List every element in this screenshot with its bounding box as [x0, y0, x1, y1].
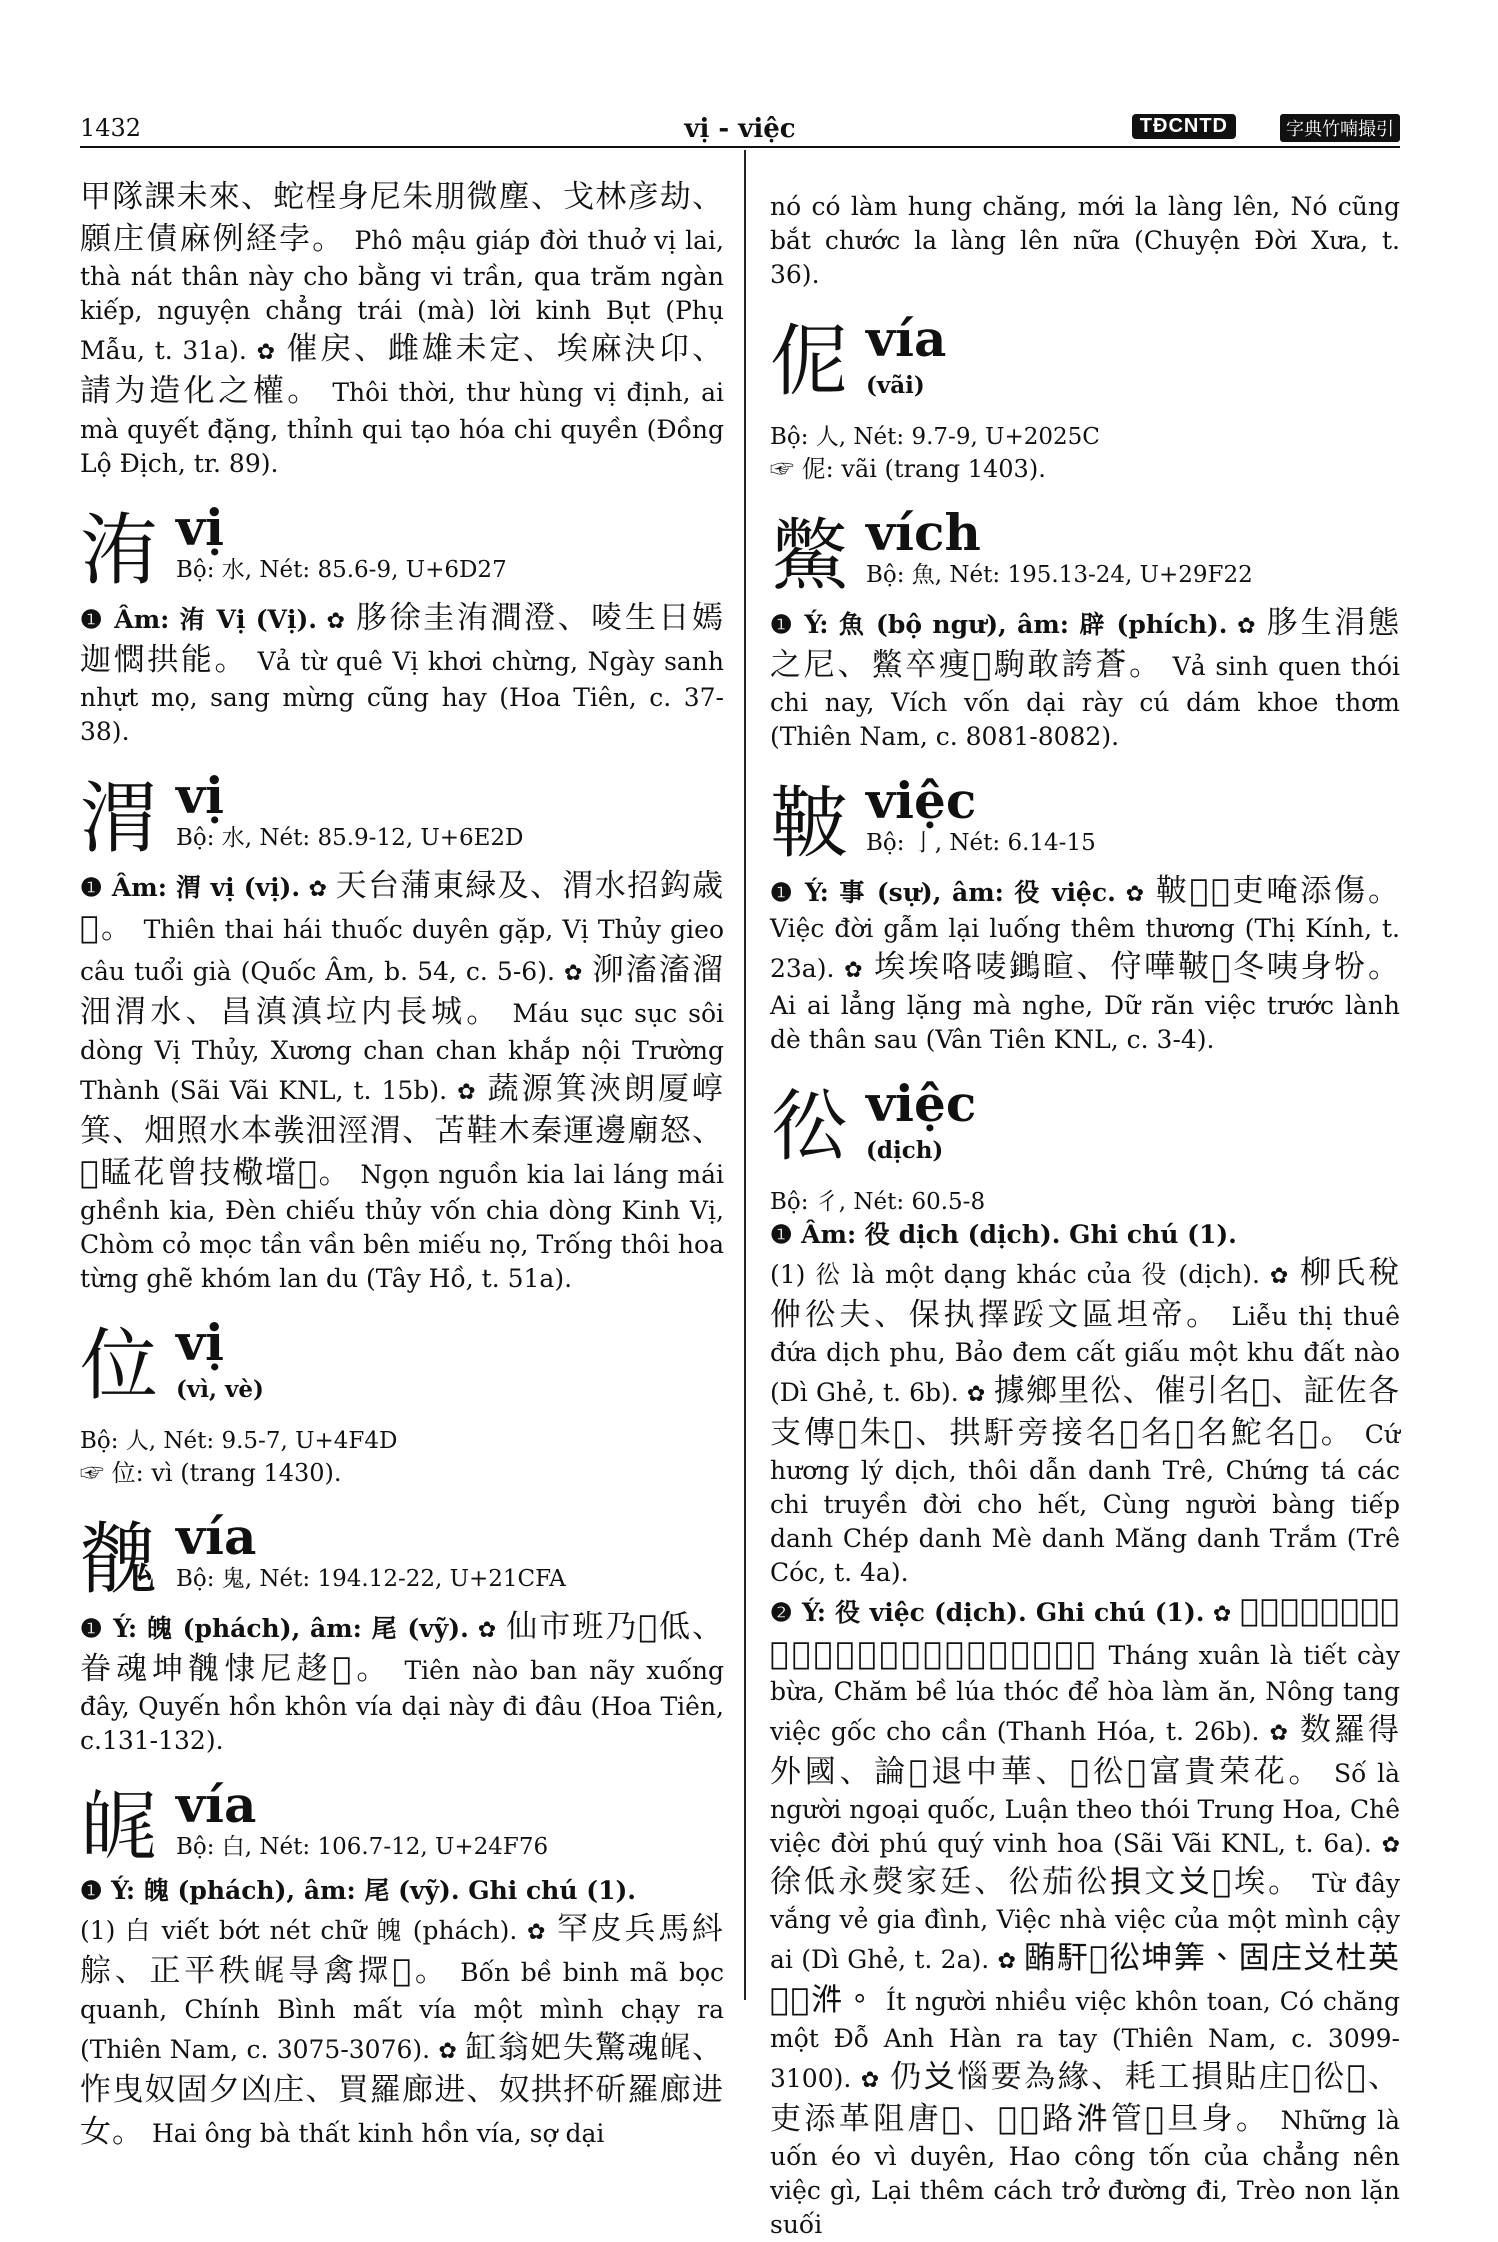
entry-viec-1 [770, 771, 1401, 1056]
headword-lemma: việc [866, 771, 977, 831]
flower-icon: ✿ [1125, 882, 1146, 908]
headword-char: 彸 [770, 1081, 849, 1172]
column-divider [744, 150, 746, 2000]
headword-lemma: vị [176, 1313, 225, 1373]
right-column [770, 190, 1400, 2242]
alt-reading: (dịch) [866, 1136, 944, 1164]
nom-quote: 仍𠬠惱要為緣、耗工損貼庄𢧚彸𢀭、吏添革阻唐𢀨、𨆢𡽫路𣴓管𢀭旦身。 [770, 2058, 1400, 2137]
headword-lemma: vía [176, 1775, 257, 1835]
flower-icon: ✿ [966, 1382, 986, 1408]
translation: Thôi thời, thư hùng vị định, ai mà quyết đặng, thỉnh qui tạo hóa chi quyền (Đồng Lộ Địch, tr. 89). [80, 378, 724, 478]
headword-lemma: vị [176, 497, 225, 557]
note: (1) 白 viết bớt nét chữ 魄 (phách). [80, 1916, 518, 1946]
note: (1) 彸 là một dạng khác của 役 (dịch). [770, 1259, 1260, 1289]
translation: Thiên thai hái thuốc duyên gặp, Vị Thủy gieo câu tuổi già (Quốc Âm, b. 54, c. 5-6). [80, 915, 724, 987]
nom-quote: 天台蒲東緑及、渭水招鈎歳𦁂。 [80, 867, 724, 947]
translation: Số là người ngoại quốc, Luận theo thói Trung Hoa, Chê việc đời phú quý vinh hoa (Sãi Vãi KNL, t. 6a). [770, 1758, 1400, 1859]
nom-quote: 缸翁妑失驚魂𤽶、怍曳奴固夕凶庄、買羅廊进、奴拱抔斫羅廊进女。 [80, 2029, 725, 2150]
nom-quote: 罕皮兵馬紏䑸、正平秩𤽶㝵禽𢶢𤴬。 [80, 1911, 724, 1990]
nom-quote: 䏧徐圭洧澗澄、㖫生日嫣迦㦖拱能。 [80, 599, 725, 678]
headword-char: 鱉 [770, 510, 849, 601]
flower-icon: ✿ [438, 2038, 458, 2064]
translation: Bốn bề binh mã bọc quanh, Chính Bình mất vía một mình chạy ra (Thiên Nam, c. 3075-3076). [80, 1958, 725, 2064]
headword-char: 洧 [80, 505, 159, 596]
translation: Máu sục sục sôi dòng Vị Thủy, Xương chan chan khắp nội Trường Thành (Sãi Vãi KNL, t. 15b). [80, 999, 725, 1105]
entry-vi-3 [80, 1313, 724, 1490]
translation: Phô mậu giáp đời thuở vị lai, thà nát thân này cho bằng vi trần, qua trăm ngàn kiếp, nguyện chẳng trái (mà) lời kinh Bụt (Phụ Mẫu, t. 31a). [80, 226, 725, 366]
translation: Hai ông bà thất kinh hồn vía, sợ dại [151, 2118, 605, 2148]
entry-viec-2 [770, 1073, 1401, 2242]
translation: Cứ hương lý dịch, thôi dẫn danh Trê, Chứng tá các chi truyền đời cho hết, Cùng người bàng tiếp danh Chép danh Mè danh Măng danh Trắm (Trê Cóc, t. 4a). [770, 1420, 1401, 1588]
sense: ❶ Ý: 魚 (bộ ngư), âm: 辟 (phích). [770, 609, 1228, 639]
nom-quote: 𣎏馯𧯄彸坤筭、固庄𠬠杜英𤿰𩙻𣴓。 [770, 1940, 1400, 2019]
headword-char: 伲 [770, 317, 849, 407]
nom-quote: 泖滀滀溜沺渭水、昌滇滇垃内長城。 [80, 952, 724, 1031]
entry-meta: Bộ: 亅, Nét: 6.14-15 [866, 830, 1096, 857]
headword-char: 鞁 [770, 779, 849, 870]
headword-lemma: việc [866, 1073, 977, 1133]
sense: ❶ Âm: 洧 Vị (Vị). [80, 604, 317, 634]
flower-icon: ✿ [997, 1949, 1017, 1975]
entry-meta: Bộ: 人, Nét: 9.7-9, U+2025C [770, 424, 1100, 450]
flower-icon: ✿ [477, 1617, 498, 1643]
flower-icon: ✿ [308, 876, 328, 902]
flower-icon: ✿ [1237, 613, 1258, 639]
left-column [80, 176, 724, 2153]
flower-icon: ✿ [1269, 1263, 1291, 1289]
headword-lemma: vị [176, 765, 225, 825]
nom-quote: 䏧生涓態之尼、鱉卒痩𤷱駒敢誇蒼。 [770, 604, 1401, 684]
headword-lemma: vía [176, 1506, 257, 1566]
translation: Vả từ quê Vị khơi chừng, Ngày sanh nhựt mọ, sang mừng cũng hay (Hoa Tiên, c. 37-38). [80, 646, 725, 746]
entry-meta: Bộ: 水, Nét: 85.6-9, U+6D27 [176, 556, 507, 583]
headword-char: 位 [80, 1321, 159, 1412]
intro-paragraph [80, 176, 724, 481]
entry-meta: Bộ: 人, Nét: 9.5-7, U+4F4D [80, 1428, 398, 1455]
entry-via-1 [80, 1506, 725, 1758]
entry-meta: Bộ: 鬼, Nét: 194.12-22, U+21CFA [176, 1565, 566, 1592]
nom-quote: 催戻、雌雄未定、埃麻決卬、請为造化之權。 [80, 331, 724, 410]
publisher-logo: TĐCNTD [1132, 114, 1236, 139]
translation: Từ đây vắng vẻ gia đình, Việc nhà việc của một mình cậy ai (Dì Ghẻ, t. 2a). [770, 1869, 1400, 1975]
headword-char: 𤽶 [80, 1783, 159, 1874]
translation: Việc đời gẫm lại luống thêm thương (Thị Kính, t. 23a). [770, 914, 1400, 984]
headword-char: 䰪 [80, 1514, 159, 1605]
publisher-logo-nom: 字典竹喃撮引 [1280, 114, 1400, 142]
translation: Ngọn nguồn kia lai láng mái ghềnh kia, Đèn chiếu thủy vốn chia dòng Kinh Vị, Chòm cỏ mọc tần vần bên miếu nọ, Trống thôi hoa từng ghẽ khóm lan du (Tây Hồ, t. 51a). [80, 1159, 724, 1294]
alt-reading: (vãi) [866, 372, 925, 399]
headword-char: 渭 [80, 773, 159, 864]
sense: ❷ Ý: 役 việc (dịch). Ghi chú (1). [770, 1598, 1205, 1628]
entry-meta: Bộ: 白, Nét: 106.7-12, U+24F76 [176, 1834, 549, 1861]
continued-text: nó có làm hung chăng, mới la làng lên, Nó cũng bắt chước la làng lên nữa (Chuyện Đời Xưa, t. 36). [770, 192, 1400, 289]
flower-icon: ✿ [256, 340, 277, 366]
headword-lemma: vía [866, 309, 947, 368]
sense: ❶ Ý: 魄 (phách), âm: 尾 (vỹ). Ghi chú (1). [80, 1876, 636, 1906]
flower-icon: ✿ [844, 958, 865, 984]
sense: ❶ Ý: 事 (sự), âm: 役 việc. [770, 878, 1116, 908]
nom-quote: 数羅得外國、論𨀈退中華、𠱋彸𦬑富貴荣花。 [770, 1711, 1400, 1790]
translation: Liễu thị thuê đứa dịch phu, Bảo đem cất giấu một khu đất nào (Dì Ghẻ, t. 6b). [770, 1301, 1401, 1408]
nom-quote: 𣎃春羅節𦓿𦔳、篾皮𥠃秃底和夕咹、農桑彸棝朱勤。 [770, 1593, 1401, 1672]
flower-icon: ✿ [1269, 1720, 1290, 1746]
translation: Tiên nào ban nãy xuống đây, Quyến hồn khôn vía dại này đi đâu (Hoa Tiên, c.131-132). [80, 1656, 724, 1756]
flower-icon: ✿ [527, 1920, 548, 1946]
entry-via-2 [80, 1775, 725, 2153]
cross-reference[interactable]: ☞ 伲: vãi (trang 1403). [770, 455, 1046, 484]
entry-vich [770, 502, 1401, 754]
translation: Những là uốn éo vì duyên, Hao công tốn của chẳng nên việc gì, Lại thêm cách trở đường đi, Trèo non lặn suối [770, 2105, 1401, 2239]
sense: ❶ Ý: 魄 (phách), âm: 尾 (vỹ). [80, 1613, 469, 1643]
nom-quote: 埃埃咯唛𪆷暄、㑏嘩鞁𧹟冬咦身㸮。 [874, 949, 1401, 986]
translation: Vả sinh quen thói chi nay, Vích vốn dại rày cú dám khoe thơm (Thiên Nam, c. 8081-8082). [770, 652, 1401, 752]
nom-quote: 仙市班乃𣍊低、眷魂坤䰪㥆尼趍𢿘。 [80, 1608, 725, 1688]
page-header [80, 108, 1400, 146]
sense: ❶ Âm: 渭 vị (vị). [80, 872, 301, 902]
nom-quote: 蔬源箕浹朗厦崞箕、畑照水本彂沺涇渭、苫鞋木秦運邊廟怒、𦬑䁅花曾技㯳壋𧀒。 [80, 1070, 725, 1191]
cross-reference[interactable]: ☞ 位: vì (trang 1430). [80, 1459, 342, 1488]
nom-quote: 鞁𡲫𡃍吏唵添傷。 [1155, 873, 1401, 910]
entry-vi-1 [80, 497, 725, 749]
translation: Ai ai lẳng lặng mà nghe, Dữ răn việc trước lành dè thân sau (Vân Tiên KNL, c. 3-4). [770, 990, 1400, 1054]
flower-icon: ✿ [860, 2067, 881, 2093]
translation: Tháng xuân là tiết cày bừa, Chăm bề lúa thóc để hòa làm ăn, Nông tang việc gốc cho cần (Thanh Hóa, t. 26b). [770, 1640, 1400, 1746]
flower-icon: ✿ [1381, 1833, 1400, 1859]
flower-icon: ✿ [326, 608, 347, 634]
entry-meta: Bộ: 魚, Nét: 195.13-24, U+29F22 [866, 561, 1253, 588]
headword-lemma: vích [866, 502, 981, 562]
page-number: 1432 [80, 114, 142, 142]
entry-via-3 [770, 309, 1400, 486]
running-head: vị - việc [684, 114, 796, 144]
nom-quote: 據鄉里彸、催引名𫷜、証佐各支傳𠸦朱𢧚、拱馯旁接名𩵜名𩶅名鮀名𩶠。 [770, 1373, 1400, 1452]
flower-icon: ✿ [1212, 1602, 1232, 1628]
entry-meta: Bộ: 水, Nét: 85.9-12, U+6E2D [176, 824, 524, 851]
nom-quote: 徐低永㷫家廷、彸茄彸𢭲文𠬠𢚸埃。 [770, 1864, 1303, 1901]
entry-meta: Bộ: 彳, Nét: 60.5-8 [770, 1188, 986, 1215]
entry-vi-2 [80, 765, 725, 1296]
nom-quote: 柳氏稅㑖彸夫、保执擇𨁡文區坦帝。 [770, 1254, 1401, 1333]
sense: ❶ Âm: 役 dịch (dịch). Ghi chú (1). [770, 1219, 1237, 1249]
header-rule [80, 146, 1400, 148]
translation: Ít người nhiều việc khôn toan, Có chăng một Đỗ Anh Hàn ra tay (Thiên Nam, c. 3099-3100). [770, 1987, 1400, 2093]
nom-quote: 甲隊課未來、蛇桯身尼朱朋微塵、戈林彦劫、願庄債麻例経孛。 [80, 179, 724, 258]
alt-reading: (vì, vè) [176, 1376, 264, 1404]
flower-icon: ✿ [563, 961, 584, 987]
flower-icon: ✿ [457, 1079, 478, 1105]
